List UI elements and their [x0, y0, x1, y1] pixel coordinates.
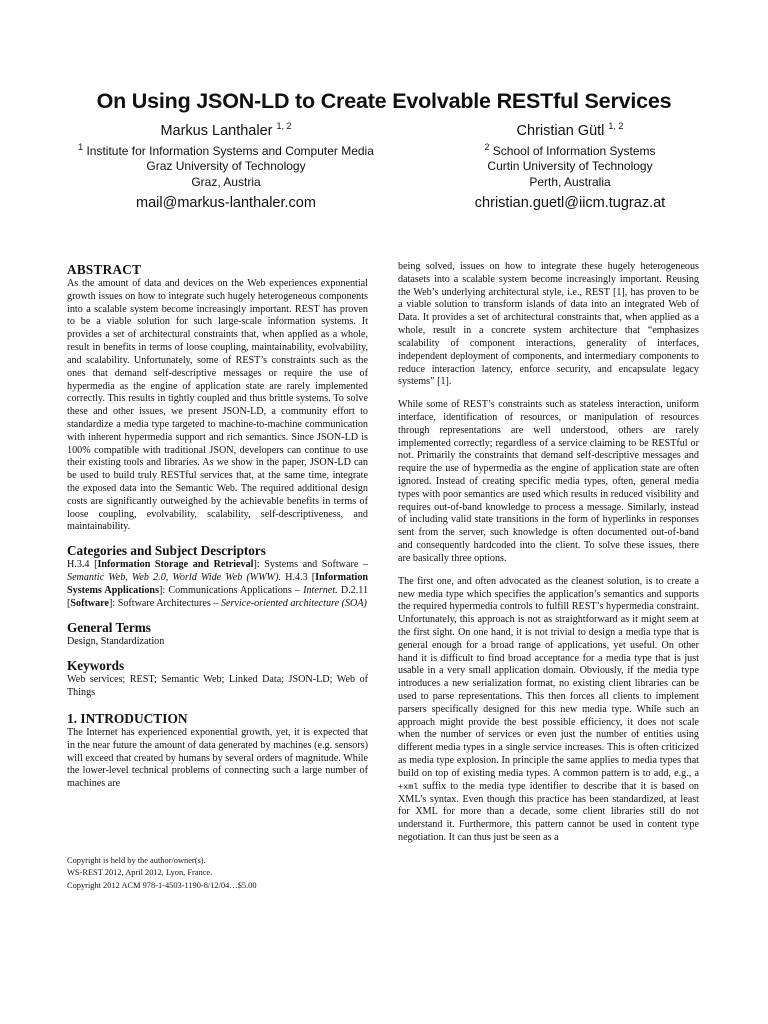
categories-heading: Categories and Subject Descriptors	[67, 543, 266, 559]
keywords-heading: Keywords	[67, 658, 125, 674]
author-name: Christian Gütl $^{1, 2}$	[516, 121, 624, 139]
introduction-paragraph: The Internet has experienced exponential growth, yet, it is expected that in the near future the amount of data generated by machines (e.g. sensors) will exceed that created by humans by several orders of magnitude. While the lower-level technical problems of connecting such a large number of machines are	[67, 726, 368, 790]
author-name: Markus Lanthaler $^{1, 2}$	[160, 121, 292, 139]
categories-text: H.3.4 [Information Storage and Retrieval]: Systems and Software – Semantic Web, Web 2.0, World Wide Web (WWW). H.4.3 [Information Systems Applications]: Communications Applications – Internet. D.2.11 [Software]: Software Architectures – Service-oriented architecture (SOA)	[67, 559, 369, 609]
keywords-text: Web services; REST; Semantic Web; Linked Data; JSON-LD; Web of Things	[67, 674, 368, 699]
author-block-2	[420, 121, 720, 212]
left-column	[67, 261, 368, 791]
right-column	[398, 261, 699, 845]
introduction-heading: 1. INTRODUCTION	[67, 710, 188, 726]
paper-title: On Using JSON-LD to Create Evolvable RESTful Services	[96, 89, 672, 113]
author-affiliation: $^1$ Institute for Information Systems and Computer Media Graz University of Technology Graz, Austria	[78, 142, 374, 189]
code-snippet: +xml	[398, 781, 419, 792]
author-email: christian.guetl@iicm.tugraz.at	[474, 195, 666, 212]
abstract-heading: ABSTRACT	[67, 262, 142, 277]
general-terms-text: Design, Standardization	[67, 635, 165, 647]
author-email: mail@markus-lanthaler.com	[136, 195, 316, 212]
body-paragraph: The first one, and often advocated as the cleanest solution, is to create a new media type which specifies the application’s semantics and supports the required hypermedia controls to fulfill REST’s hypermedia constraint. Unfortunately, this approach is not as straightforward as it might seem at the first sight. On one hand, it is not trivial to design a media type that is general enough for a broad range of applications, yet useful. On other hand it is difficult to find broad acceptance for a media type that is just usable in a very small application domain. Obviously, if the media type introduces a new serialization format, no existing client libraries can be used to parse representations. This then forces all clients to implement parsers specifically designed for this new media type. While such an approach might provide the best possible efficiency, it does not scale when the number of services or even just the number of entities using different media types in a single service increases. This is often criticized as media type explosion. In principle the same applies to media types that build on top of existing media types. A common pattern is to add, e.g., a +xml suffix to the media type identifier to describe that it is based on XML’s syntax. Even though this practice has been standardized, at least for XML for more than a decade, some client libraries still do not understand it. Furthermore, this pattern cannot be used in content type negotiation. It can thus just be seen as a	[398, 575, 699, 843]
abstract-text: As the amount of data and devices on the Web experiences exponential growth issues on how to integrate such hugely heterogeneous components into a scalable system become increasingly important. REST has proven to be a viable solution for such large-scale information systems. It provides a set of architectural constraints that, when applied as a whole, result in benefits in terms of loose coupling, maintainability, evolvability, and scalability. Unfortunately, some of REST’s constraints such as the ones that demand self-descriptive messages or require the use of hypermedia as the engine of application state are rarely implemented correctly. This results in tightly coupled and thus brittle systems. To solve these and other issues, we present JSON-LD, a community effort to standardize a media type targeted to machine-to-machine communication with inherent hypermedia support and rich semantics. Since JSON-LD is 100% compatible with traditional JSON, developers can continue to use their existing tools and libraries. As we show in the paper, JSON-LD can be used to build truly RESTful services that, at the same time, integrate the exposed data into the Semantic Web. The required additional design costs are significantly outweighed by the achievable benefits in terms of loose coupling, evolvability, scalability, self-descriptiveness, and maintainability.	[67, 278, 368, 533]
body-paragraph: While some of REST’s constraints such as stateless interaction, uniform interface, identification of resources, or manipulation of resources through representations are well understood, others are rarely implemented correctly; regardless of a service claiming to be RESTful or not. Primarily the constraints that demand self-descriptive messages and require the use of hypermedia as the engine of application state are often ignored. Instead of creating specific media types, often, general media types with poor semantics are used which results in reduced visibility and requires out-of-band knowledge to process a message. Similarly, instead of including valid state transitions in the form of hyperlinks in responses sent from the server, such knowledge is often documented out-of-band and consequently hardcoded into the client. To solve these issues, there are basically three options.	[398, 399, 699, 564]
author-block-1	[74, 121, 378, 212]
copyright-footnote: Copyright is held by the author/owner(s). WS-REST 2012, April 2012, Lyon, France. Copyright 2012 ACM 978-1-4503-1190-8/12/04…$5.00	[67, 856, 257, 890]
general-terms-heading: General Terms	[67, 619, 151, 635]
author-affiliation: $^2$ School of Information Systems Curtin University of Technology Perth, Australia	[484, 142, 656, 189]
body-paragraph: being solved, issues on how to integrate these hugely heterogeneous datasets into a scalable system become increasingly important. Reusing the Web’s underlying architectural style, i.e., REST [1], has proven to be a viable solution to transform islands of data into an integrated Web of Data. It provides a set of architectural constraints that, when applied as a whole, result in a concrete system architecture that “emphasizes scalability of component interactions, generality of interfaces, independent deployment of components, and intermediary components to reduce interaction latency, enforce security, and encapsulate legacy systems” [1].	[398, 261, 699, 388]
